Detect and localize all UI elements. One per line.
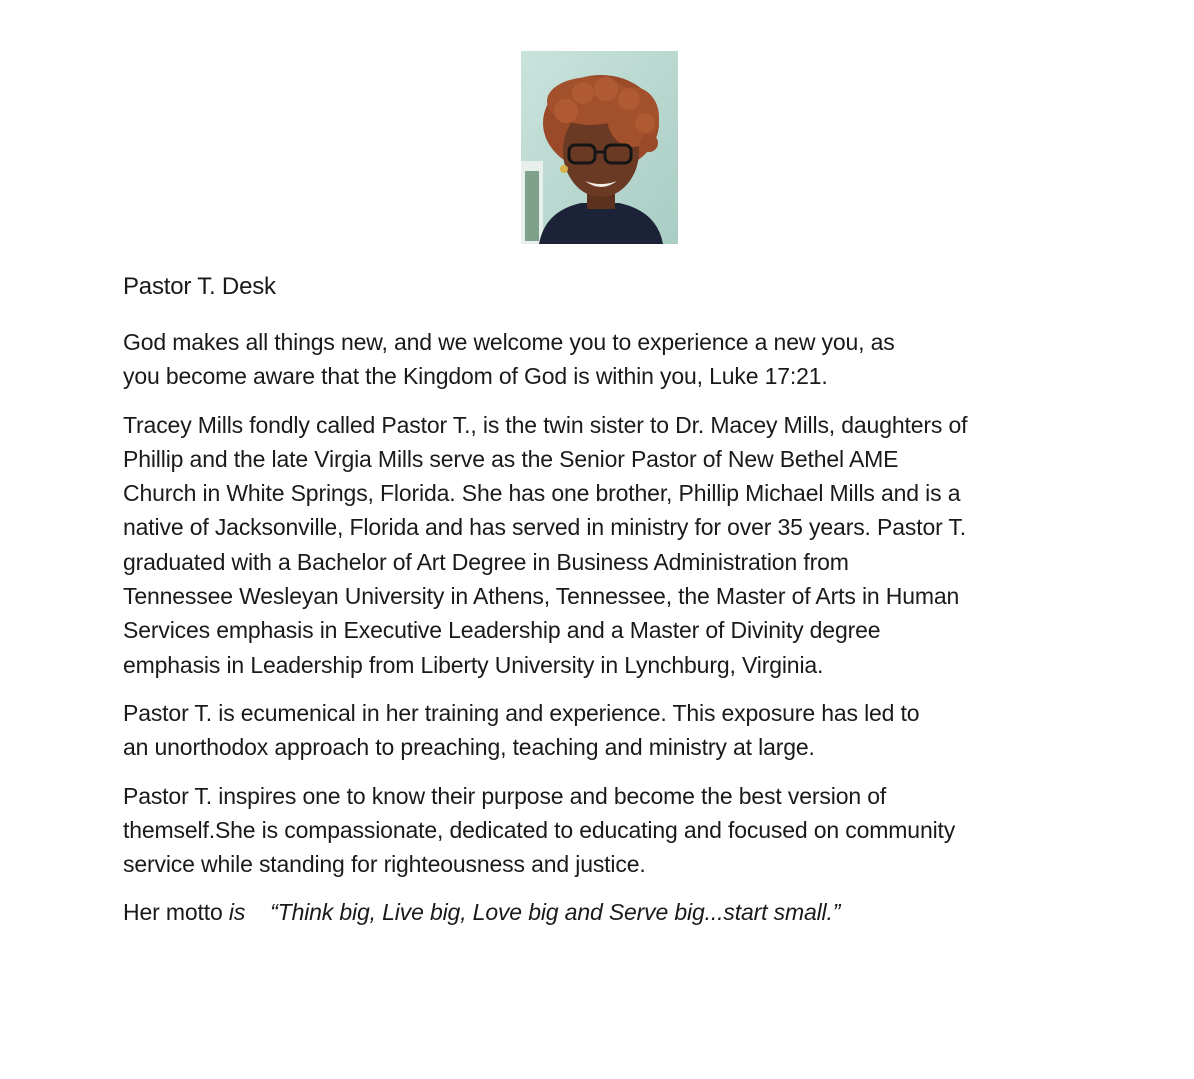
portrait-photo-icon	[521, 51, 678, 244]
inspiration-paragraph	[123, 779, 1083, 882]
text-line: God makes all things new, and we welcome you to experience a new you, as	[123, 329, 895, 355]
text-line: service while standing for righteousness and justice.	[123, 851, 646, 878]
text-line: Services emphasis in Executive Leadership and a Master of Divinity degree	[123, 617, 881, 644]
text-line: themself.She is compassionate, dedicated to educating and focused on community	[123, 816, 956, 843]
text-line: Phillip and the late Virgia Mills serve as the Senior Pastor of New Bethel AME	[123, 445, 899, 472]
text-line: Pastor T. inspires one to know their purpose and become the best version of	[123, 782, 887, 809]
ecumenical-paragraph	[123, 696, 1083, 765]
motto-quote: “Think big, Live big, Love big and Serve big...start small.”	[270, 899, 841, 926]
page-title: Pastor T. Desk	[123, 273, 276, 300]
text-line: graduated with a Bachelor of Art Degree in Business Administration from	[123, 548, 849, 575]
portrait-photo	[521, 51, 678, 244]
text-line: an unorthodox approach to preaching, teaching and ministry at large.	[123, 734, 815, 761]
motto-paragraph	[123, 895, 1083, 929]
motto-is: is	[228, 899, 246, 926]
bio-content	[123, 270, 1083, 944]
intro-paragraph	[123, 325, 1083, 394]
text-line: Tracey Mills fondly called Pastor T., is the twin sister to Dr. Macey Mills, daughters of	[123, 411, 968, 438]
motto-prefix: Her motto	[123, 899, 229, 926]
text-line: Pastor T. is ecumenical in her training and experience. This exposure has led to	[123, 699, 920, 726]
biography-paragraph	[123, 408, 1083, 682]
motto-line	[123, 895, 1083, 929]
text-line: Tennessee Wesleyan University in Athens, Tennessee, the Master of Arts in Human	[123, 583, 960, 610]
text-line: Church in White Springs, Florida. She has one brother, Phillip Michael Mills and is a	[123, 480, 961, 507]
text-line: emphasis in Leadership from Liberty University in Lynchburg, Virginia.	[123, 651, 824, 678]
text-line: native of Jacksonville, Florida and has served in ministry for over 35 years. Pastor T.	[123, 514, 967, 541]
text-line: you become aware that the Kingdom of God is within you, Luke 17:21.	[123, 363, 828, 390]
